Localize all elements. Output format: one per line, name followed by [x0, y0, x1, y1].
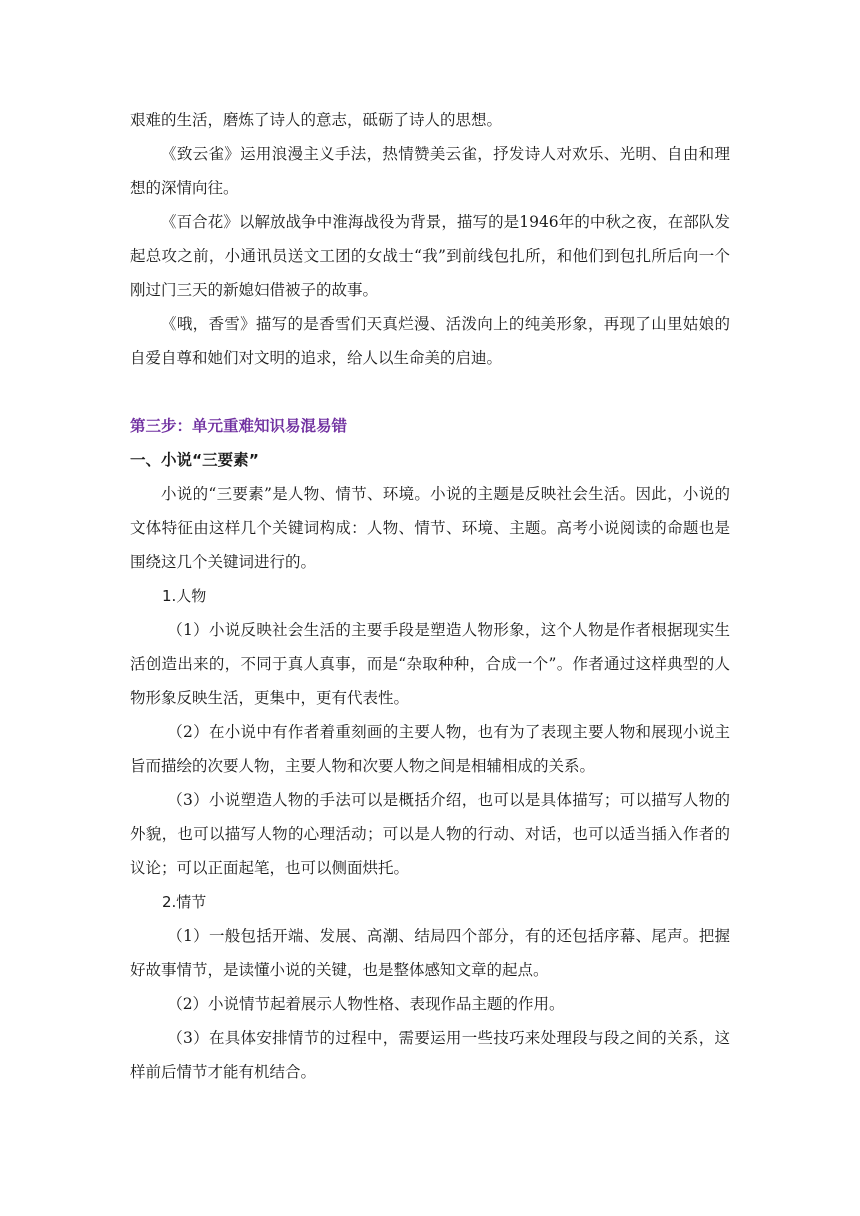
- plot-item-1: （1）一般包括开端、发展、高潮、结局四个部分，有的还包括序幕、尾声。把握好故事情节，是读懂小说的关键，也是整体感知文章的起点。: [130, 927, 730, 979]
- step3-heading: 第三步：单元重难知识易混易错: [130, 417, 348, 435]
- paragraph-xiangxue: 《哦，香雪》描写的是香雪们天真烂漫、活泼向上的纯美形象，再现了山里姑娘的自爱自尊和她们对文明的追求，给人以生命美的启迪。: [130, 315, 730, 367]
- paragraph-lily: 《百合花》以解放战争中淮海战役为背景，描写的是1946年的中秋之夜，在部队发起总攻之前，小通讯员送文工团的女战士“我”到前线包扎所，和他们到包扎所后向一个刚过门三天的新媳妇借被子的故事。: [130, 213, 730, 299]
- section1-heading: 一、小说“三要素”: [130, 451, 259, 469]
- plot-item-3: （3）在具体安排情节的过程中，需要运用一些技巧来处理段与段之间的关系，这样前后情节才能有机结合。: [130, 1029, 730, 1081]
- paragraph-to-a-skylark: 《致云雀》运用浪漫主义手法，热情赞美云雀，抒发诗人对欢乐、光明、自由和理想的深情向往。: [130, 145, 730, 197]
- character-item-2: （2）在小说中有作者着重刻画的主要人物，也有为了表现主要人物和展现小说主旨而描绘的次要人物，主要人物和次要人物之间是相辅相成的关系。: [130, 723, 730, 775]
- paragraph-poet-life: 艰难的生活，磨炼了诗人的意志，砥砺了诗人的思想。: [130, 111, 503, 129]
- character-item-3: （3）小说塑造人物的手法可以是概括介绍，也可以是具体描写；可以描写人物的外貌，也可以描写人物的心理活动；可以是人物的行动、对话，也可以适当插入作者的议论；可以正面起笔，也可以侧面烘托。: [130, 791, 730, 877]
- plot-item-2: （2）小说情节起着展示人物性格、表现作品主题的作用。: [167, 995, 565, 1013]
- character-title: 1.人物: [162, 587, 207, 605]
- section1-intro: 小说的“三要素”是人物、情节、环境。小说的主题是反映社会生活。因此，小说的文体特征由这样几个关键词构成：人物、情节、环境、主题。高考小说阅读的命题也是围绕这几个关键词进行的。: [130, 485, 730, 571]
- plot-title: 2.情节: [162, 893, 207, 911]
- character-item-1: （1）小说反映社会生活的主要手段是塑造人物形象，这个人物是作者根据现实生活创造出来的，不同于真人真事，而是“杂取种种，合成一个”。作者通过这样典型的人物形象反映生活，更集中，更有代表性。: [130, 621, 730, 707]
